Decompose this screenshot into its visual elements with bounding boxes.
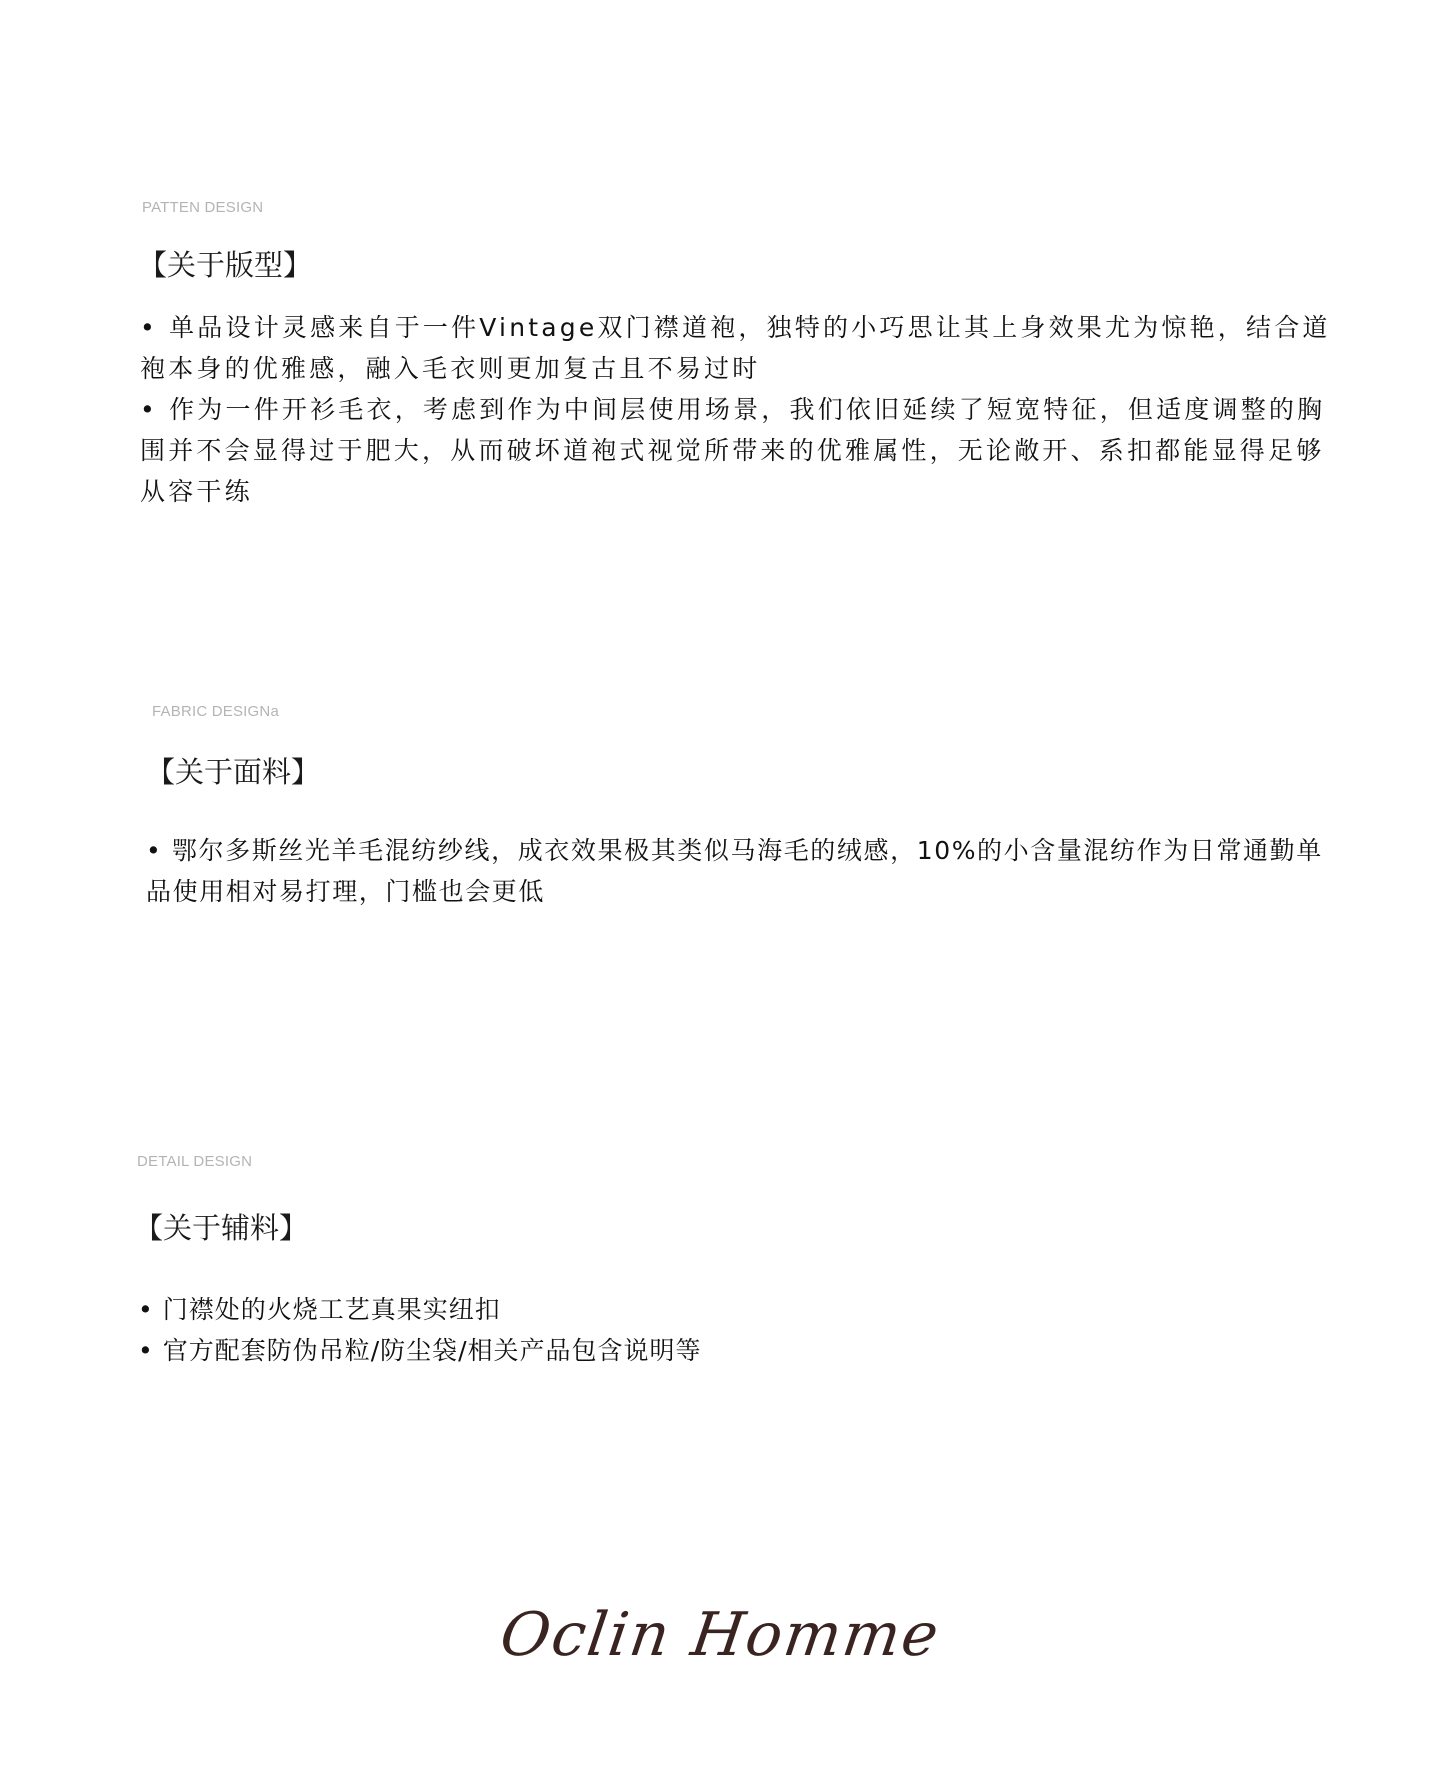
pattern-body — [140, 307, 1340, 512]
detail-heading: 【关于辅料】 — [134, 1211, 309, 1245]
pattern-eyebrow: PATTEN DESIGN — [142, 199, 264, 216]
detail-eyebrow: DETAIL DESIGN — [137, 1153, 253, 1170]
fabric-body — [146, 830, 1326, 912]
detail-body — [138, 1289, 1338, 1371]
brand-logo: Oclin Homme — [495, 1600, 945, 1670]
detail-paragraph-1: • 门襟处的火烧工艺真果实纽扣 — [138, 1295, 501, 1324]
detail-paragraph-2: • 官方配套防伪吊粒/防尘袋/相关产品包含说明等 — [138, 1336, 702, 1365]
pattern-heading: 【关于版型】 — [138, 248, 313, 282]
fabric-heading: 【关于面料】 — [146, 755, 321, 789]
fabric-paragraph-1: • 鄂尔多斯丝光羊毛混纺纱线，成衣效果极其类似马海毛的绒感，10%的小含量混纺作为日常通勤单品使用相对易打理，门槛也会更低 — [146, 836, 1323, 906]
pattern-paragraph-2: • 作为一件开衫毛衣，考虑到作为中间层使用场景，我们依旧延续了短宽特征，但适度调整的胸围并不会显得过于肥大，从而破坏道袍式视觉所带来的优雅属性，无论敞开、系扣都能显得足够从容干练 — [140, 395, 1326, 506]
brand-footer — [0, 1600, 1440, 1670]
pattern-paragraph-1: • 单品设计灵感来自于一件Vintage双门襟道袍，独特的小巧思让其上身效果尤为惊艳，结合道袍本身的优雅感，融入毛衣则更加复古且不易过时 — [140, 313, 1331, 383]
fabric-eyebrow: FABRIC DESIGNa — [152, 703, 279, 720]
